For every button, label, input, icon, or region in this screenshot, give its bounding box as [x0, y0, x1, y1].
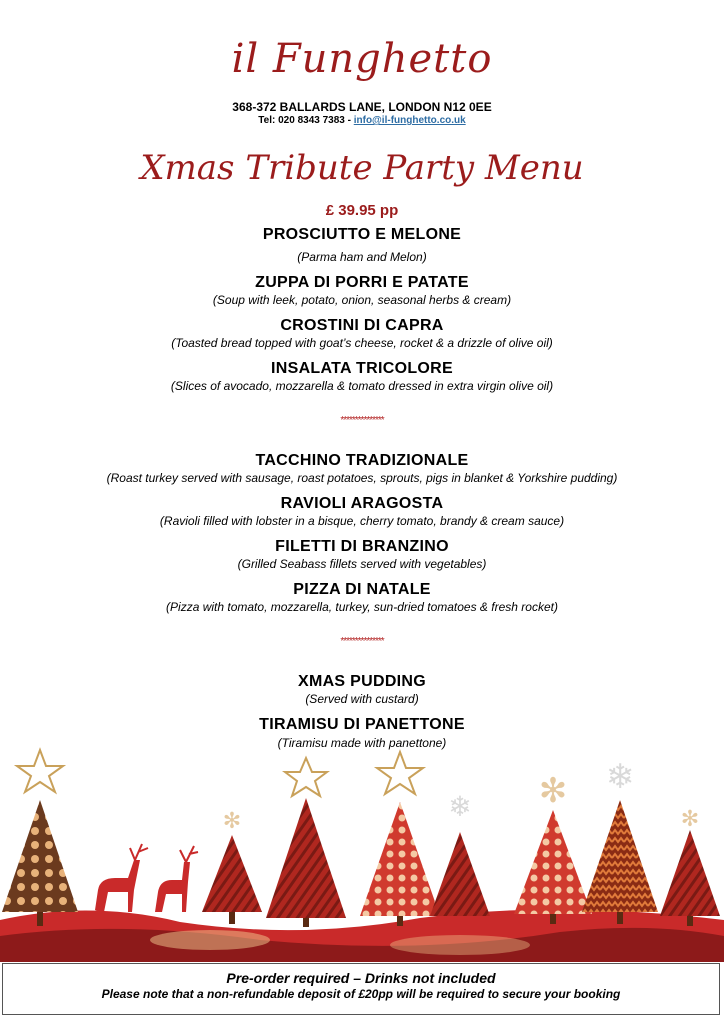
dish-name: PIZZA DI NATALE — [293, 581, 431, 598]
dish-description: (Grilled Seabass fillets served with vegetables) — [237, 557, 487, 571]
reindeer-icon — [155, 846, 198, 912]
dish-name: CROSTINI DI CAPRA — [280, 317, 444, 334]
dish-name: RAVIOLI ARAGOSTA — [280, 495, 444, 512]
footer-notice — [2, 963, 720, 1015]
section-separator: *************** — [340, 636, 384, 647]
menu-price: £ 39.95 pp — [325, 202, 399, 219]
snowflake-icon: ✻ — [222, 809, 242, 834]
footer-line-1: Pre-order required – Drinks not included — [226, 970, 496, 986]
christmas-tree-icon — [582, 757, 658, 924]
dish-description: (Ravioli filled with lobster in a bisque, cherry tomato, brandy & cream sauce) — [159, 514, 565, 528]
christmas-tree-icon — [360, 752, 440, 926]
star-icon — [377, 752, 423, 794]
telephone: Tel: 020 8343 7383 - — [258, 115, 354, 126]
dish-description: (Tiramisu made with panettone) — [277, 736, 447, 750]
dish-name: PROSCIUTTO E MELONE — [262, 226, 462, 243]
christmas-tree-icon — [660, 807, 720, 926]
dish-name: INSALATA TRICOLORE — [271, 360, 453, 377]
section-separator: *************** — [340, 415, 384, 426]
dish-name: XMAS PUDDING — [297, 673, 427, 690]
christmas-tree-icon — [514, 771, 592, 924]
footer-line-2: Please note that a non-refundable deposit of £20pp will be required to secure your booking — [101, 987, 621, 1001]
star-icon — [285, 758, 327, 796]
christmas-tree-icon — [266, 758, 346, 927]
christmas-illustration — [0, 740, 724, 962]
restaurant-logo: il Funghetto — [231, 36, 493, 82]
dish-name: TIRAMISU DI PANETTONE — [259, 716, 465, 733]
reindeer-icon — [95, 844, 148, 912]
dish-description: (Parma ham and Melon) — [297, 250, 427, 264]
dish-description: (Pizza with tomato, mozzarella, turkey, sun-dried tomatoes & fresh rocket) — [166, 600, 558, 614]
star-icon — [17, 750, 63, 792]
dish-name: ZUPPA DI PORRI E PATATE — [255, 274, 469, 291]
christmas-tree-icon — [202, 809, 262, 924]
contact-line — [0, 115, 724, 126]
dish-description: (Roast turkey served with sausage, roast potatoes, sprouts, pigs in blanket & Yorkshire pudding) — [106, 471, 618, 485]
dish-description: (Served with custard) — [305, 692, 419, 706]
dish-name: TACCHINO TRADIZIONALE — [255, 452, 469, 469]
dish-description: (Toasted bread topped with goat’s cheese, rocket & a drizzle of olive oil) — [171, 336, 553, 350]
snowflake-icon: ❄ — [448, 790, 472, 823]
dish-name: FILETTI DI BRANZINO — [275, 538, 449, 555]
email-link[interactable]: info@il-funghetto.co.uk — [353, 115, 466, 126]
menu-title: Xmas Tribute Party Menu — [140, 148, 584, 188]
snowflake-icon: ✻ — [538, 771, 568, 811]
snowflake-icon: ❄ — [605, 757, 635, 797]
dish-description: (Slices of avocado, mozzarella & tomato dressed in extra virgin olive oil) — [170, 379, 554, 393]
snowflake-icon: ✻ — [680, 807, 700, 832]
christmas-tree-icon — [430, 790, 490, 916]
dish-description: (Soup with leek, potato, onion, seasonal herbs & cream) — [212, 293, 512, 307]
christmas-tree-icon — [2, 750, 78, 926]
restaurant-address: 368-372 BALLARDS LANE, LONDON N12 0EE — [232, 100, 492, 114]
